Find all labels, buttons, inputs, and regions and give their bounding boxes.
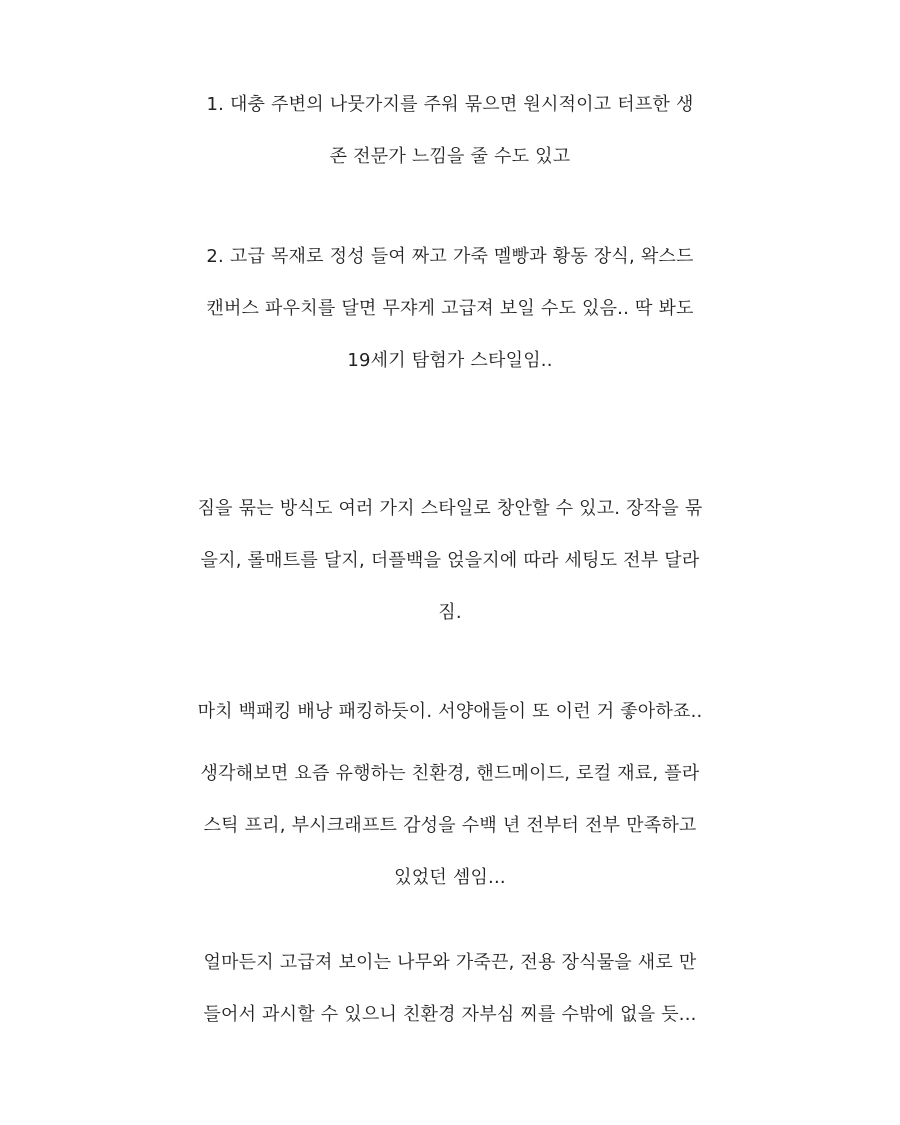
paragraph-5-line-3: 있었던 셈임... bbox=[394, 867, 506, 888]
paragraph-2-line-2: 캔버스 파우치를 달면 무쟈게 고급져 보일 수도 있음.. 딱 봐도 bbox=[206, 298, 694, 319]
paragraph-2-line-1: 2. 고급 목재로 정성 들여 짜고 가죽 멜빵과 황동 장식, 왁스드 bbox=[206, 246, 694, 267]
paragraph-3-line-3: 짐. bbox=[438, 602, 462, 623]
paragraph-6-line-1: 얼마든지 고급져 보이는 나무와 가죽끈, 전용 장식물을 새로 만 bbox=[203, 952, 697, 973]
paragraph-1-line-1: 1. 대충 주변의 나뭇가지를 주워 묶으면 원시적이고 터프한 생 bbox=[206, 94, 694, 115]
paragraph-5-line-1: 생각해보면 요즘 유행하는 친환경, 핸드메이드, 로컬 재료, 플라 bbox=[200, 763, 700, 784]
paragraph-5-line-2: 스틱 프리, 부시크래프트 감성을 수백 년 전부터 전부 만족하고 bbox=[203, 815, 697, 836]
paragraph-1-line-2: 존 전문가 느낌을 줄 수도 있고 bbox=[329, 146, 571, 167]
paragraph-6-line-2: 들어서 과시할 수 있으니 친환경 자부심 찌를 수밖에 없을 듯... bbox=[203, 1004, 697, 1025]
paragraph-3-line-2: 을지, 롤매트를 달지, 더플백을 얹을지에 따라 세팅도 전부 달라 bbox=[200, 550, 700, 571]
paragraph-2-line-3: 19세기 탐험가 스타일임.. bbox=[347, 350, 553, 371]
paragraph-4-line-1: 마치 백패킹 배낭 패킹하듯이. 서양애들이 또 이런 거 좋아하죠.. bbox=[197, 701, 703, 722]
paragraph-3-line-1: 짐을 묶는 방식도 여러 가지 스타일로 창안할 수 있고. 장작을 묶 bbox=[197, 498, 703, 519]
